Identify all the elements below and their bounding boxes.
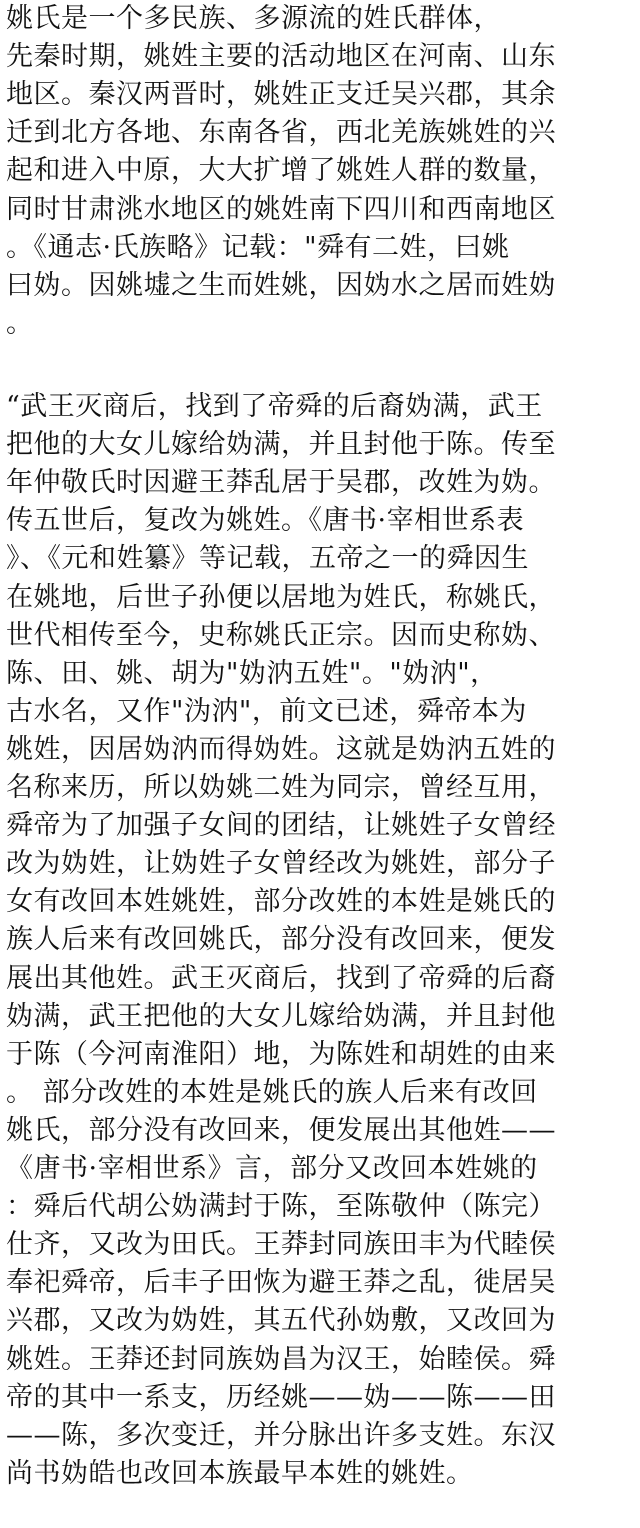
text-line: 曰妫。因姚墟之生而姓姚，因妫水之居而姓妫 (6, 270, 556, 301)
text-line: 》、《元和姓纂》等记载，五帝之一的舜因生 (6, 543, 529, 574)
text-line: 仕齐，又改为田氏。王莽封同族田丰为代睦侯 (6, 1229, 556, 1260)
text-line: 展出其他姓。武王灭商后，找到了帝舜的后裔 (6, 963, 556, 994)
text-line: 。 部分改姓的本姓是姚氏的族人后来有改回 (6, 1077, 538, 1108)
text-line: 姚姓，因居妫汭而得妫姓。这就是妫汭五姓的 (6, 734, 556, 765)
text-line: 族人后来有改回姚氏，部分没有改回来，便发 (6, 924, 556, 955)
text-line: 先秦时期，姚姓主要的活动地区在河南、山东 (6, 41, 556, 72)
text-line: 姚姓。王莽还封同族妫昌为汉王，始睦侯。舜 (6, 1344, 556, 1375)
text-line: 女有改回本姓姚姓，部分改姓的本姓是姚氏的 (6, 886, 556, 917)
text-line: 同时甘肃洮水地区的姚姓南下四川和西南地区 (6, 194, 556, 225)
text-line: 妫满，武王把他的大女儿嫁给妫满，并且封他 (6, 1001, 556, 1032)
text-line: 古水名，又作"沩汭"，前文已述，舜帝本为 (6, 696, 527, 727)
text-line: 兴郡，又改为妫姓，其五代孙妫敷，又改回为 (6, 1305, 556, 1336)
text-line: 年仲敬氏时因避王莽乱居于吴郡，改姓为妫。 (6, 467, 556, 498)
text-line: 起和进入中原，大大扩增了姚姓人群的数量， (6, 155, 556, 186)
text-line: 《唐书·宰相世系》言，部分又改回本姓姚的 (6, 1153, 538, 1184)
text-line: 。《通志·氏族略》记载："舜有二姓，曰姚 (6, 232, 510, 263)
text-line: 于陈（今河南淮阳）地，为陈姓和胡姓的由来 (6, 1039, 556, 1070)
text-line: 地区。秦汉两晋时，姚姓正支迁吴兴郡，其余 (6, 79, 556, 110)
text-line: “武王灭商后，找到了帝舜的后裔妫满，武王 (6, 391, 543, 422)
text-line: 。 (6, 308, 34, 339)
text-line: 姚氏，部分没有改回来，便发展出其他姓—— (6, 1115, 556, 1146)
text-line: ——陈，多次变迁，并分脉出许多支姓。东汉 (6, 1420, 556, 1451)
text-line: 尚书妫皓也改回本族最早本姓的姚姓。 (6, 1458, 474, 1489)
text-line: 世代相传至今，史称姚氏正宗。因而史称妫、 (6, 620, 556, 651)
text-line: 名称来历，所以妫姚二姓为同宗，曾经互用， (6, 772, 556, 803)
text-line: 舜帝为了加强子女间的团结，让姚姓子女曾经 (6, 810, 556, 841)
text-line: ：舜后代胡公妫满封于陈，至陈敬仲（陈完） (6, 1191, 556, 1222)
text-line: 在姚地，后世子孙便以居地为姓氏，称姚氏， (6, 582, 556, 613)
text-line: 奉祀舜帝，后丰子田恢为避王莽之乱，徙居吴 (6, 1267, 556, 1298)
text-line: 传五世后，复改为姚姓。《唐书·宰相世系表 (6, 505, 525, 536)
text-line: 陈、田、姚、胡为"妫汭五姓"。"妫汭"， (6, 658, 498, 689)
text-line: 改为妫姓，让妫姓子女曾经改为姚姓，部分子 (6, 848, 556, 879)
text-line: 帝的其中一系支，历经姚——妫——陈——田 (6, 1382, 556, 1413)
text-line: 姚氏是一个多民族、多源流的姓氏群体， (6, 3, 501, 34)
text-line: 把他的大女儿嫁给妫满，并且封他于陈。传至 (6, 429, 556, 460)
text-line: 迁到北方各地、东南各省，西北羌族姚姓的兴 (6, 117, 556, 148)
